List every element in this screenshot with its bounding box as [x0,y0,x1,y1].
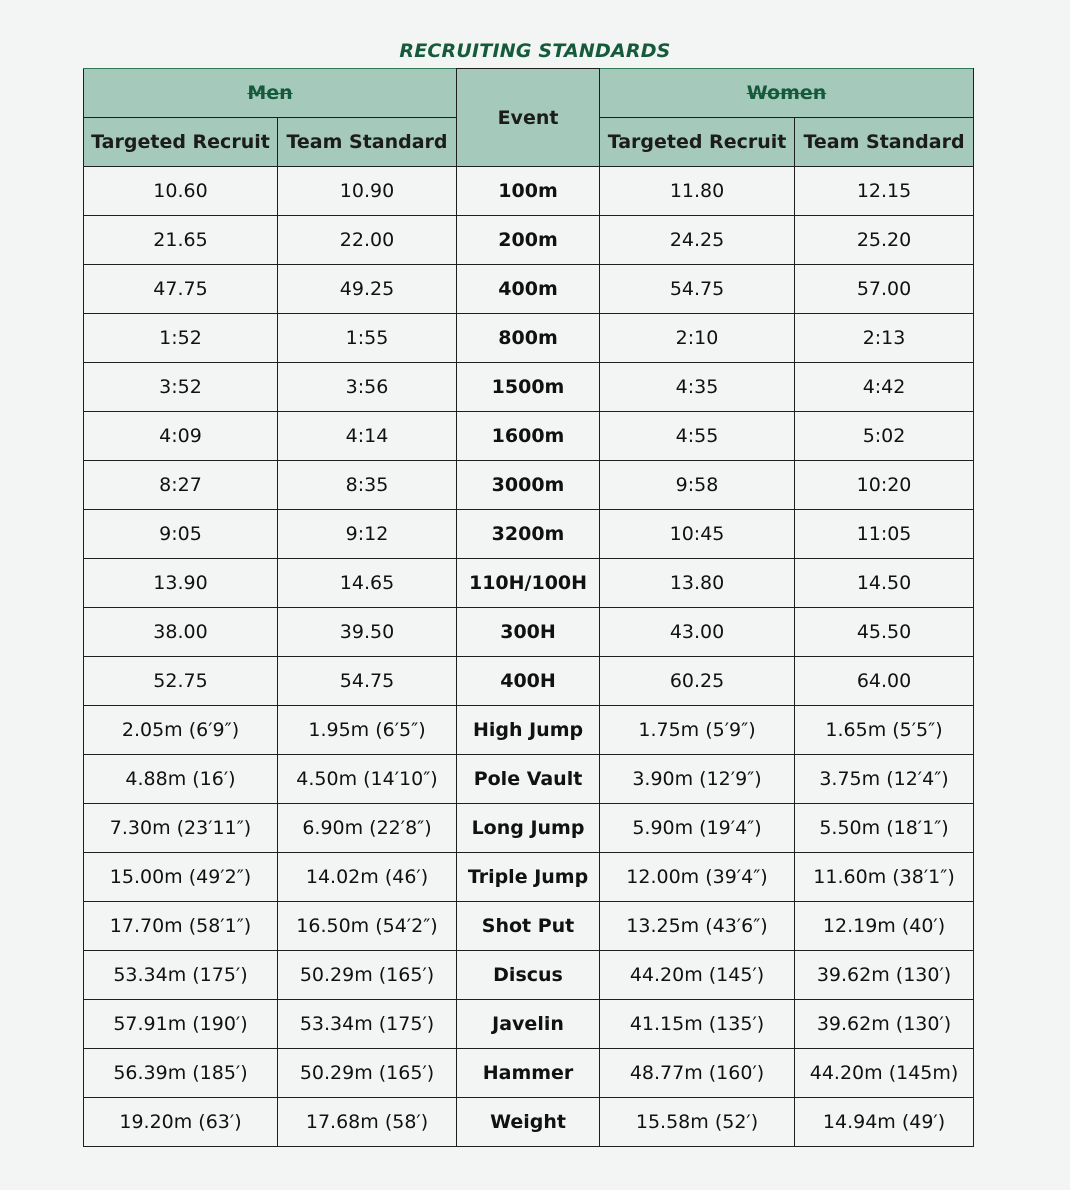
event-cell: 3200m [457,510,600,559]
table-row [84,314,974,363]
women-targeted-recruit-cell: 5.90m (19′4″) [600,804,795,853]
men-team-standard-cell: 22.00 [278,216,457,265]
event-cell: 3000m [457,461,600,510]
women-team-standard-cell: 11.60m (38′1″) [795,853,974,902]
men-team-standard-cell: 4:14 [278,412,457,461]
table-row [84,608,974,657]
men-team-standard-cell: 8:35 [278,461,457,510]
table-row [84,755,974,804]
women-targeted-recruit-cell: 12.00m (39′4″) [600,853,795,902]
men-targeted-recruit-cell: 19.20m (63′) [84,1098,278,1147]
table-row [84,167,974,216]
event-cell: 800m [457,314,600,363]
event-column-header: Event [457,69,600,167]
table-row [84,510,974,559]
women-targeted-recruit-cell: 24.25 [600,216,795,265]
men-team-standard-cell: 6.90m (22′8″) [278,804,457,853]
event-cell: Discus [457,951,600,1000]
women-targeted-recruit-cell: 43.00 [600,608,795,657]
event-cell: 200m [457,216,600,265]
men-targeted-recruit-cell: 17.70m (58′1″) [84,902,278,951]
women-team-standard-cell: 12.15 [795,167,974,216]
event-cell: 400H [457,657,600,706]
men-team-standard-cell: 53.34m (175′) [278,1000,457,1049]
women-team-standard-cell: 45.50 [795,608,974,657]
table-row [84,216,974,265]
men-team-standard-cell: 50.29m (165′) [278,1049,457,1098]
men-targeted-recruit-header: Targeted Recruit [84,118,278,167]
table-row [84,902,974,951]
men-team-standard-cell: 17.68m (58′) [278,1098,457,1147]
table-row [84,1098,974,1147]
women-targeted-recruit-cell: 9:58 [600,461,795,510]
women-team-standard-cell: 14.50 [795,559,974,608]
event-cell: Weight [457,1098,600,1147]
women-team-standard-cell: 25.20 [795,216,974,265]
table-row [84,657,974,706]
women-team-standard-cell: 64.00 [795,657,974,706]
table-row [84,265,974,314]
women-targeted-recruit-cell: 54.75 [600,265,795,314]
table-row [84,461,974,510]
event-cell: Pole Vault [457,755,600,804]
women-team-standard-cell: 11:05 [795,510,974,559]
table-row [84,412,974,461]
men-targeted-recruit-cell: 57.91m (190′) [84,1000,278,1049]
event-cell: 300H [457,608,600,657]
table-row [84,706,974,755]
men-targeted-recruit-cell: 8:27 [84,461,278,510]
women-targeted-recruit-cell: 15.58m (52′) [600,1098,795,1147]
men-targeted-recruit-cell: 7.30m (23′11″) [84,804,278,853]
men-team-standard-cell: 16.50m (54′2″) [278,902,457,951]
women-team-standard-cell: 44.20m (145m) [795,1049,974,1098]
men-targeted-recruit-cell: 53.34m (175′) [84,951,278,1000]
men-team-standard-cell: 14.02m (46′) [278,853,457,902]
table-row [84,363,974,412]
table-row [84,853,974,902]
event-cell: Hammer [457,1049,600,1098]
women-targeted-recruit-cell: 13.80 [600,559,795,608]
event-cell: 1500m [457,363,600,412]
women-targeted-recruit-cell: 2:10 [600,314,795,363]
group-header-row [84,69,974,118]
men-targeted-recruit-cell: 13.90 [84,559,278,608]
men-team-standard-header: Team Standard [278,118,457,167]
women-targeted-recruit-cell: 10:45 [600,510,795,559]
event-cell: 1600m [457,412,600,461]
women-team-standard-cell: 3.75m (12′4″) [795,755,974,804]
event-cell: Shot Put [457,902,600,951]
men-targeted-recruit-cell: 15.00m (49′2″) [84,853,278,902]
standards-table [83,68,974,1147]
men-targeted-recruit-cell: 10.60 [84,167,278,216]
women-targeted-recruit-cell: 4:35 [600,363,795,412]
women-targeted-recruit-cell: 1.75m (5′9″) [600,706,795,755]
table-body [84,167,974,1147]
women-team-standard-cell: 1.65m (5′5″) [795,706,974,755]
men-targeted-recruit-cell: 1:52 [84,314,278,363]
men-targeted-recruit-cell: 52.75 [84,657,278,706]
men-team-standard-cell: 4.50m (14′10″) [278,755,457,804]
women-targeted-recruit-cell: 11.80 [600,167,795,216]
women-header-label: Women [746,82,827,104]
men-targeted-recruit-cell: 21.65 [84,216,278,265]
women-team-standard-cell: 4:42 [795,363,974,412]
men-targeted-recruit-cell: 38.00 [84,608,278,657]
men-team-standard-cell: 50.29m (165′) [278,951,457,1000]
men-group-header [84,69,457,118]
women-targeted-recruit-cell: 4:55 [600,412,795,461]
men-targeted-recruit-cell: 9:05 [84,510,278,559]
women-team-standard-header: Team Standard [795,118,974,167]
women-team-standard-cell: 12.19m (40′) [795,902,974,951]
men-team-standard-cell: 49.25 [278,265,457,314]
women-team-standard-cell: 39.62m (130′) [795,1000,974,1049]
table-row [84,951,974,1000]
event-cell: 400m [457,265,600,314]
men-targeted-recruit-cell: 3:52 [84,363,278,412]
men-targeted-recruit-cell: 56.39m (185′) [84,1049,278,1098]
men-team-standard-cell: 14.65 [278,559,457,608]
men-targeted-recruit-cell: 4:09 [84,412,278,461]
women-targeted-recruit-cell: 41.15m (135′) [600,1000,795,1049]
event-cell: High Jump [457,706,600,755]
women-team-standard-cell: 39.62m (130′) [795,951,974,1000]
event-cell: 100m [457,167,600,216]
men-team-standard-cell: 9:12 [278,510,457,559]
men-targeted-recruit-cell: 4.88m (16′) [84,755,278,804]
men-team-standard-cell: 1:55 [278,314,457,363]
table-row [84,559,974,608]
men-team-standard-cell: 10.90 [278,167,457,216]
event-cell: Triple Jump [457,853,600,902]
table-row [84,1049,974,1098]
men-header-label: Men [247,82,293,104]
event-cell: 110H/100H [457,559,600,608]
women-targeted-recruit-cell: 48.77m (160′) [600,1049,795,1098]
women-team-standard-cell: 2:13 [795,314,974,363]
men-team-standard-cell: 1.95m (6′5″) [278,706,457,755]
event-cell: Javelin [457,1000,600,1049]
women-targeted-recruit-cell: 13.25m (43′6″) [600,902,795,951]
women-team-standard-cell: 10:20 [795,461,974,510]
men-team-standard-cell: 54.75 [278,657,457,706]
women-team-standard-cell: 5.50m (18′1″) [795,804,974,853]
men-team-standard-cell: 39.50 [278,608,457,657]
table-row [84,804,974,853]
women-targeted-recruit-cell: 44.20m (145′) [600,951,795,1000]
women-team-standard-cell: 14.94m (49′) [795,1098,974,1147]
men-targeted-recruit-cell: 47.75 [84,265,278,314]
men-targeted-recruit-cell: 2.05m (6′9″) [84,706,278,755]
women-targeted-recruit-cell: 60.25 [600,657,795,706]
table-row [84,1000,974,1049]
women-group-header [600,69,974,118]
women-targeted-recruit-header: Targeted Recruit [600,118,795,167]
women-targeted-recruit-cell: 3.90m (12′9″) [600,755,795,804]
event-cell: Long Jump [457,804,600,853]
men-team-standard-cell: 3:56 [278,363,457,412]
page-title: RECRUITING STANDARDS [399,40,671,62]
women-team-standard-cell: 57.00 [795,265,974,314]
women-team-standard-cell: 5:02 [795,412,974,461]
